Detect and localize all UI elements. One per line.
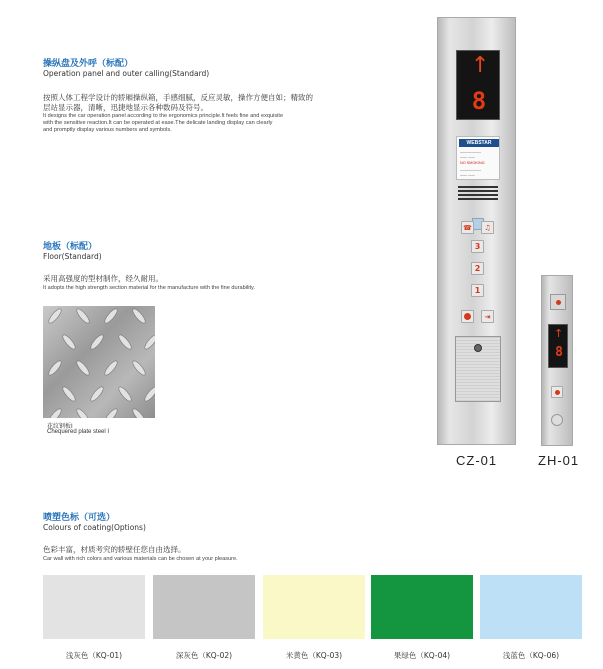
panel-section-subtitle: Operation panel and outer calling(Standard) — [43, 69, 210, 78]
zh-model-label: ZH-01 — [538, 453, 580, 468]
door-open-button[interactable] — [461, 310, 474, 323]
phone-button[interactable]: ☎ — [461, 221, 474, 234]
panel-en-desc-3: and promptly display various numbers and symbols. — [43, 127, 172, 133]
floor-section-title: 地板（标配） — [43, 242, 98, 252]
alarm-button[interactable]: ♫ — [481, 221, 494, 234]
keyhole-icon[interactable] — [474, 344, 482, 352]
label-line: —————— — [460, 168, 481, 172]
indicator-dot-icon — [556, 300, 561, 305]
capacity-label — [456, 136, 500, 180]
panel-section-title: 操纵盘及外呼（标配） — [43, 59, 134, 69]
plate-caption-en: Chequered plate steel I — [47, 429, 110, 435]
coating-section-subtitle: Colours of coating(Options) — [43, 523, 146, 532]
call-dot-icon — [555, 390, 560, 395]
cz-model-label: CZ-01 — [456, 453, 498, 468]
cz-operation-panel — [437, 17, 516, 445]
panel-en-desc-1: It designs the car operation panel according to the ergonomics principle.It feels fine and exquisite — [43, 113, 284, 119]
swatch-label-kq-03: 米黄色（KQ-03) — [285, 651, 343, 660]
coating-en-desc: Car wall with rich colors and various materials can be chosen at your pleasure. — [43, 556, 238, 562]
panel-en-desc-2: with the sensitive reaction.It can be operated at ease.The delicate landing display can clearly — [43, 120, 273, 126]
brand-logo: WEBSTAR — [459, 139, 499, 147]
floor-button-1[interactable]: 1 — [471, 284, 484, 297]
swatch-kq-03 — [263, 575, 365, 639]
swatch-label-kq-04: 果绿色（KQ-04) — [393, 651, 451, 660]
floor-section-subtitle: Floor(Standard) — [43, 252, 102, 261]
no-smoking-text: NO SMOKING — [460, 161, 485, 165]
floor-button-3[interactable]: 3 — [471, 240, 484, 253]
key-switch-icon[interactable] — [551, 414, 563, 426]
coating-cn-desc: 色彩丰富，材质考究的轿壁任您自由选择。 — [43, 545, 186, 554]
up-arrow-icon: ↑ — [554, 327, 564, 340]
chequered-plate-image — [43, 306, 155, 418]
floor-digit: 8 — [555, 345, 563, 360]
swatch-kq-04 — [371, 575, 473, 639]
panel-cn-desc-2: 层站显示器，清晰，迅捷地显示各种数码及符号。 — [43, 103, 208, 112]
plate-pattern — [43, 306, 155, 418]
floor-button-2[interactable]: 2 — [471, 262, 484, 275]
coating-section-title: 喷塑色标（可选） — [43, 513, 116, 523]
hall-call-button[interactable] — [551, 386, 563, 398]
zh-indicator-window — [550, 294, 566, 310]
label-line: —— —— — [460, 155, 475, 159]
panel-cn-desc-1: 按照人体工程学设计的轿厢操纵箱，手感细腻，反应灵敏，操作方便自如；精致的 — [43, 93, 313, 102]
swatch-label-kq-01: 浅灰色（KQ-01) — [65, 651, 123, 660]
floor-en-desc: It adopts the high strength section material for the manufacture with the fine durability. — [43, 285, 255, 291]
swatch-label-kq-02: 深灰色（KQ-02) — [175, 651, 233, 660]
label-line: —— —— — [460, 173, 475, 177]
floor-cn-desc: 采用高强度的型材制作，经久耐用。 — [43, 274, 163, 283]
swatch-kq-01 — [43, 575, 145, 639]
up-arrow-icon: ↑ — [471, 53, 490, 78]
plate-caption-cn: 花纹钢板I — [47, 424, 73, 430]
zh-display — [548, 324, 568, 368]
speaker-grille — [458, 186, 498, 202]
swatch-kq-02 — [153, 575, 255, 639]
floor-digit: 8 — [471, 87, 487, 115]
door-close-button[interactable]: ⇥ — [481, 310, 494, 323]
swatch-label-kq-06: 浅蓝色（KQ-06) — [502, 651, 560, 660]
door-open-icon — [464, 313, 471, 320]
zh-hall-panel — [541, 275, 573, 446]
cz-display — [456, 50, 500, 120]
swatch-kq-06 — [480, 575, 582, 639]
label-line: —————— — [460, 150, 481, 154]
